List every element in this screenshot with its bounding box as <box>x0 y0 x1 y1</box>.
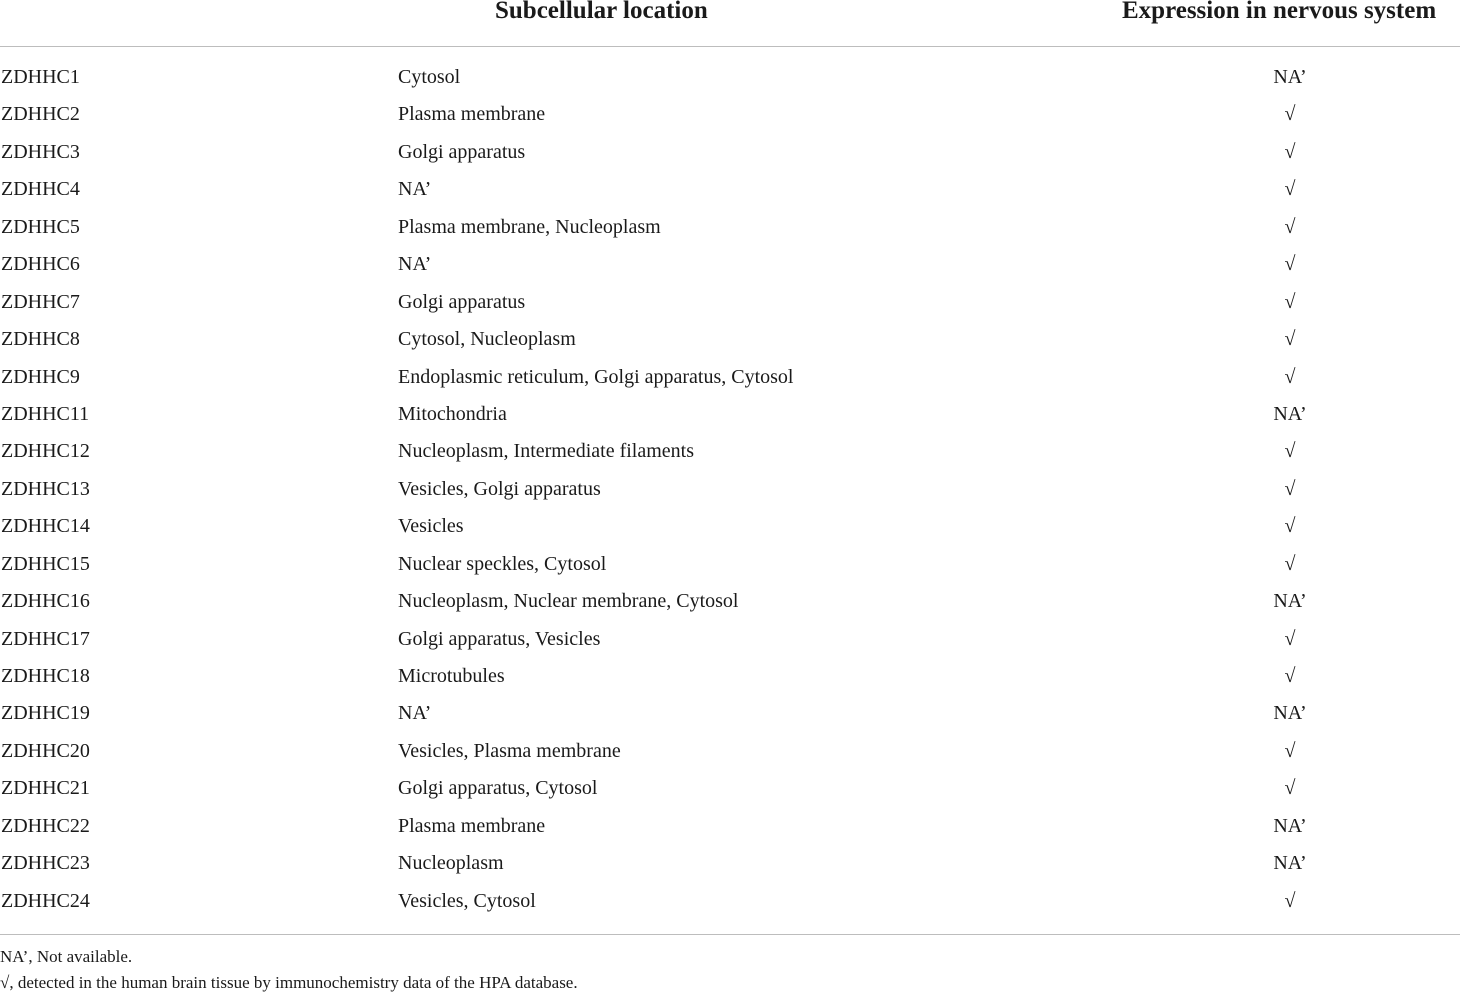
expression-cell: NA’ <box>1273 814 1307 837</box>
gene-cell: ZDHHC13 <box>1 477 90 500</box>
location-cell: Nucleoplasm <box>398 852 504 875</box>
table-bottom-rule <box>0 934 1460 935</box>
location-cell: Cytosol, Nucleoplasm <box>398 328 576 351</box>
location-cell: Golgi apparatus <box>398 140 526 163</box>
expression-cell: √ <box>1284 215 1296 238</box>
location-cell: Vesicles <box>398 515 464 538</box>
expression-cell: √ <box>1284 140 1296 163</box>
table-body <box>0 59 1460 920</box>
location-cell: Golgi apparatus <box>398 290 526 313</box>
table-row <box>0 845 1460 882</box>
location-cell: Vesicles, Golgi apparatus <box>398 477 601 500</box>
table-row <box>0 246 1460 283</box>
table-row <box>0 433 1460 470</box>
footnote: √, detected in the human brain tissue by immunochemistry data of the HPA database. <box>0 973 578 992</box>
expression-cell: √ <box>1284 739 1296 762</box>
table-row <box>0 284 1460 321</box>
expression-cell: √ <box>1284 515 1296 538</box>
location-cell: NA’ <box>398 702 432 725</box>
expression-cell: √ <box>1284 365 1296 388</box>
table-row <box>0 359 1460 396</box>
location-cell: Golgi apparatus, Vesicles <box>398 627 601 650</box>
expression-cell: √ <box>1284 777 1296 800</box>
table-row <box>0 508 1460 545</box>
location-cell: Cytosol <box>398 66 461 88</box>
table-row <box>0 171 1460 208</box>
table-footnotes <box>0 944 578 996</box>
location-cell: Endoplasmic reticulum, Golgi apparatus, Cytosol <box>398 365 794 388</box>
header-expression-nervous-system: Expression in nervous system <box>1122 0 1437 24</box>
gene-cell: ZDHHC12 <box>1 440 90 463</box>
location-cell: Microtubules <box>398 665 505 687</box>
location-cell: NA’ <box>398 253 432 276</box>
gene-cell: ZDHHC20 <box>1 739 90 762</box>
gene-cell: ZDHHC5 <box>1 215 80 238</box>
gene-cell: ZDHHC1 <box>1 66 80 88</box>
gene-cell: ZDHHC8 <box>1 328 80 351</box>
gene-cell: ZDHHC15 <box>1 552 90 575</box>
table-row <box>0 546 1460 583</box>
table-row <box>0 134 1460 171</box>
location-cell: Nuclear speckles, Cytosol <box>398 552 607 575</box>
table-row <box>0 321 1460 358</box>
location-cell: Nucleoplasm, Intermediate filaments <box>398 440 695 463</box>
gene-cell: ZDHHC3 <box>1 140 80 163</box>
footnote: NA’, Not available. <box>0 947 133 966</box>
gene-cell: ZDHHC23 <box>1 852 90 875</box>
expression-cell: √ <box>1284 103 1296 126</box>
gene-cell: ZDHHC22 <box>1 814 90 837</box>
gene-cell: ZDHHC11 <box>1 402 90 425</box>
location-cell: NA’ <box>398 178 432 201</box>
table-row <box>0 209 1460 246</box>
gene-cell: ZDHHC19 <box>1 702 90 725</box>
location-cell: Golgi apparatus, Cytosol <box>398 777 598 800</box>
location-cell: Mitochondria <box>398 402 507 425</box>
table-row <box>0 808 1460 845</box>
expression-cell: √ <box>1284 627 1296 650</box>
location-cell: Plasma membrane, Nucleoplasm <box>398 215 661 238</box>
table-row <box>0 396 1460 433</box>
location-cell: Nucleoplasm, Nuclear membrane, Cytosol <box>398 590 739 613</box>
expression-cell: NA’ <box>1273 852 1307 875</box>
table-row <box>0 658 1460 695</box>
expression-cell: NA’ <box>1273 402 1307 425</box>
expression-cell: √ <box>1284 552 1296 575</box>
table-row <box>0 883 1460 920</box>
gene-cell: ZDHHC16 <box>1 590 90 613</box>
table-row <box>0 471 1460 508</box>
expression-cell: √ <box>1284 889 1296 912</box>
gene-cell: ZDHHC6 <box>1 253 80 276</box>
location-cell: Plasma membrane <box>398 814 546 837</box>
gene-cell: ZDHHC9 <box>1 365 80 388</box>
expression-cell: √ <box>1284 665 1296 687</box>
gene-cell: ZDHHC18 <box>1 665 90 687</box>
location-cell: Vesicles, Cytosol <box>398 889 536 912</box>
gene-cell: ZDHHC21 <box>1 777 90 800</box>
table-row <box>0 770 1460 807</box>
expression-cell: NA’ <box>1273 702 1307 725</box>
header-subcellular-location: Subcellular location <box>495 0 708 24</box>
expression-cell: √ <box>1284 290 1296 313</box>
gene-cell: ZDHHC7 <box>1 290 80 313</box>
table-header <box>0 0 1460 47</box>
expression-cell: NA’ <box>1273 590 1307 613</box>
expression-cell: √ <box>1284 477 1296 500</box>
expression-cell: √ <box>1284 328 1296 351</box>
gene-cell: ZDHHC24 <box>1 889 90 912</box>
expression-cell: √ <box>1284 440 1296 463</box>
gene-cell: ZDHHC14 <box>1 515 90 538</box>
table-row <box>0 695 1460 732</box>
table-row <box>0 59 1460 96</box>
expression-cell: NA’ <box>1273 66 1307 88</box>
table-row <box>0 96 1460 133</box>
expression-cell: √ <box>1284 178 1296 201</box>
gene-cell: ZDHHC4 <box>1 178 80 201</box>
gene-cell: ZDHHC17 <box>1 627 90 650</box>
location-cell: Vesicles, Plasma membrane <box>398 739 621 762</box>
table-row <box>0 621 1460 658</box>
location-cell: Plasma membrane <box>398 103 546 126</box>
table-row <box>0 733 1460 770</box>
gene-cell: ZDHHC2 <box>1 103 80 126</box>
expression-cell: √ <box>1284 253 1296 276</box>
table-row <box>0 583 1460 620</box>
